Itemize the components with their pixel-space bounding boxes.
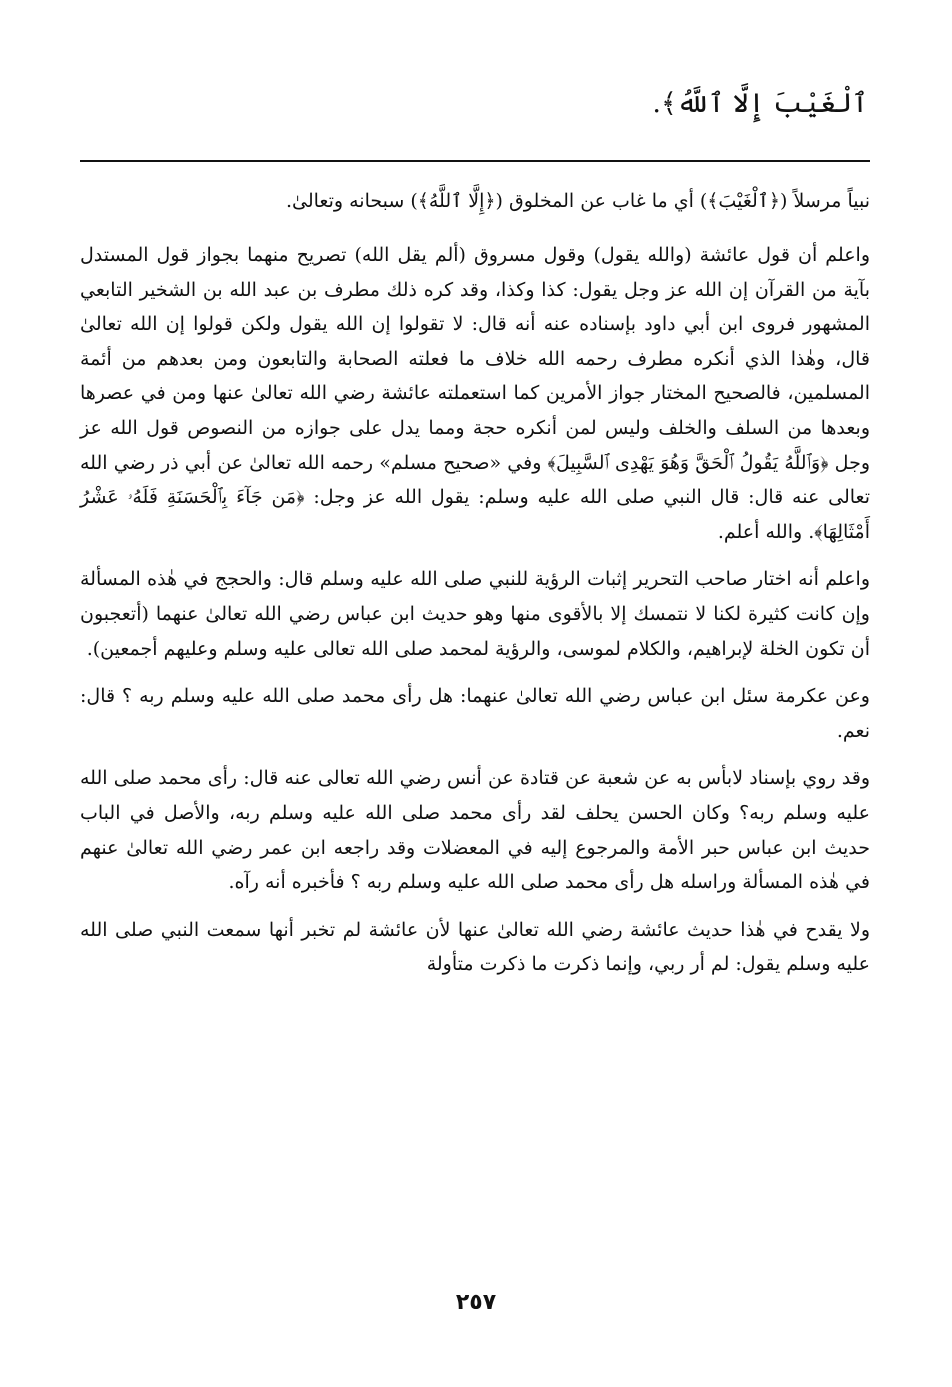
paragraph-5: ولا يقدح في هٰذا حديث عائشة رضي الله تعالىٰ عنها لأن عائشة لم تخبر أنها سمعت النبي صلى الله عليه وسلم يقول: لم أر ربي، وإنما ذكرت ما ذكرت متأولة xyxy=(80,918,870,976)
footnote-separator xyxy=(80,160,870,162)
paragraph-2: واعلم أنه اختار صاحب التحرير إثبات الرؤية للنبي صلى الله عليه وسلم قال: والحجج في هٰذه المسألة وإن كانت كثيرة لكنا لا نتمسك إلا بالأقوى منها وهو حديث ابن عباس رضي الله تعالىٰ عنهما (أتعجبون أن تكون الخلة لإبراهيم، والكلام لموسى، والرؤية لمحمد صلى الله تعالى عليه وسلم وعليهم أجمعين). xyxy=(80,568,870,660)
paragraph-1: واعلم أن قول عائشة (والله يقول) وقول مسروق (ألم يقل الله) تصريح منهما بجواز قول المستدل بآية من القرآن إن الله عز وجل يقول: كذا وكذا، وقد كره ذلك مطرف بن عبد الله بن الشخير التابعي المشهور فروى ابن أبي داود بإسناده عنه أنه قال: لا تقولوا إن الله يقول ولكن قولوا إن الله تعالىٰ قال، وهٰذا الذي أنكره مطرف رحمه الله خلاف ما فعلته الصحابة والتابعون ومن بعدهم من أئمة المسلمين، فالصحيح المختار جواز الأمرين كما استعملته عائشة رضي الله تعالىٰ عنها ومن في عصرها وبعدها من السلف والخلف وليس لمن أنكره حجة ومما يدل على جوازه من النصوص قول الله عز وجل ﴿وَٱللَّهُ يَقُولُ ٱلْحَقَّ وَهُوَ يَهْدِى ٱلسَّبِيلَ﴾ وفي «صحيح مسلم» رحمه الله تعالىٰ عن أبي ذر رضي الله تعالى عنه قال: قال النبي صلى الله عليه وسلم: يقول الله عز وجل: ﴿مَن جَآءَ بِٱلْحَسَنَةِ فَلَهُۥ عَشْرُ أَمْثَالِهَا﴾. والله أعلم. xyxy=(80,244,870,543)
footnote-text: نبياً مرسلاً (﴿ٱلْغَيْبَ﴾) أي ما غاب عن المخلوق (﴿إِلَّا ٱللَّهُ﴾) سبحانه وتعالىٰ. xyxy=(285,190,870,212)
paragraph-4: وقد روي بإسناد لابأس به عن شعبة عن قتادة عن أنس رضي الله تعالى عنه قال: رأى محمد صلى الله عليه وسلم ربه؟ وكان الحسن يحلف لقد رأى محمد صلى الله عليه وسلم ربه، والأصل في الباب حديث ابن عباس حبر الأمة والمرجوع إليه في المعضلات وقد راجعه ابن عمر رضي الله تعالىٰ عنهم في هٰذه المسألة وراسله هل رأى محمد صلى الله عليه وسلم ربه ؟ فأخبره أنه رآه. xyxy=(80,767,870,894)
paragraph-3: وعن عكرمة سئل ابن عباس رضي الله تعالىٰ عنهما: هل رأى محمد صلى الله عليه وسلم ربه ؟ قال: نعم. xyxy=(80,685,870,742)
main-text xyxy=(80,238,870,982)
quran-verse-fragment: ٱلْغَيْبَ إِلَّا ٱللَّهُ﴾. xyxy=(652,88,868,119)
page-number: ٢٥٧ xyxy=(455,1290,497,1315)
